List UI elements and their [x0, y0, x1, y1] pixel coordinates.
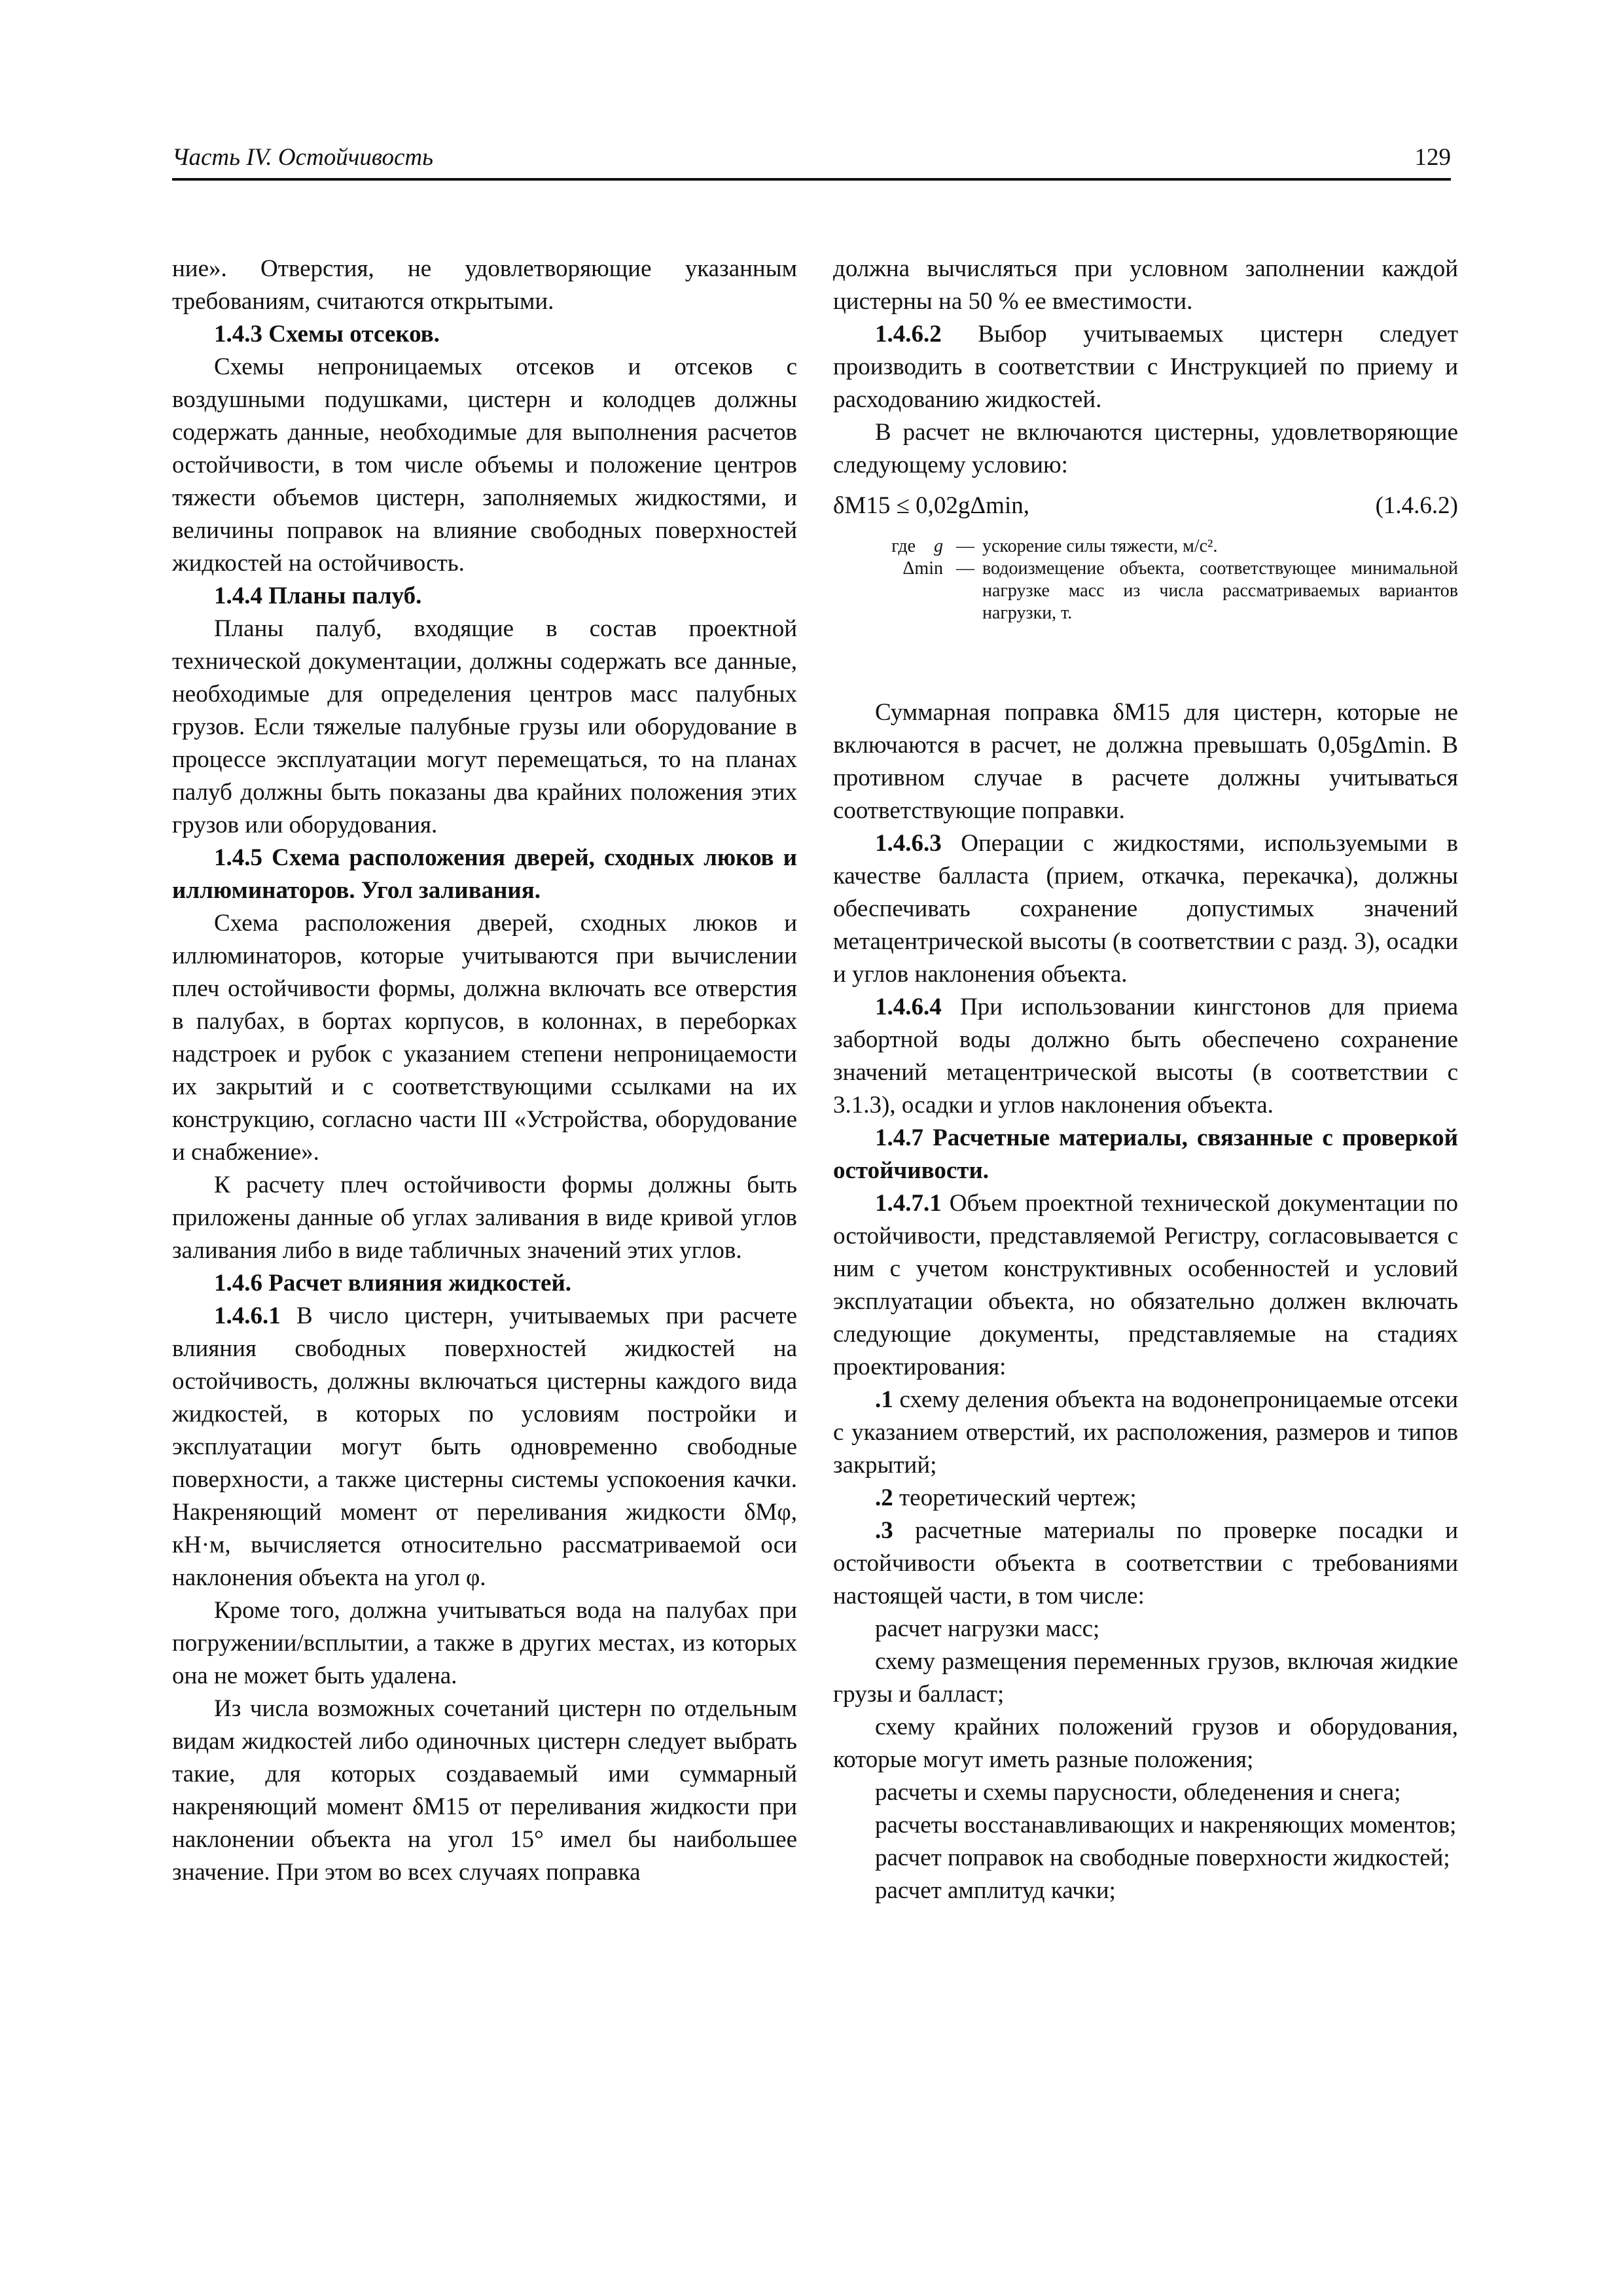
- legend-dash: —: [956, 536, 974, 556]
- paragraph: Схема расположения дверей, сходных люков и иллюминаторов, которые учитываются при вычислении плеч остойчивости формы, должна включать все отверстия в палубах, в бортах корпусов, в колоннах, в переборках надстроек и рубок с указанием степени непроницаемости их закрытий и с соответствующими ссылками на их конструкцию, согласно части III «Устройства, оборудование и снабжение».: [172, 910, 797, 1166]
- paragraph: Кроме того, должна учитываться вода на палубах при погружении/всплытии, а также в других местах, из которых она не может быть удалена.: [172, 1597, 797, 1689]
- sub-item: расчет нагрузки масс;: [875, 1615, 1100, 1642]
- list-item-3: [833, 1515, 1458, 1613]
- sub-item: расчет поправок на свободные поверхности жидкостей;: [875, 1844, 1450, 1871]
- paragraph: Планы палуб, входящие в состав проектной технической документации, должны содержать все данные, необходимые для определения центров масс палубных грузов. Если тяжелые палубные грузы или оборудование в процессе эксплуатации могут перемещаться, то на планах палуб должны быть показаны два крайних положения этих грузов или оборудования.: [172, 615, 797, 838]
- legend-text: водоизмещение объекта, соответствующее минимальной нагрузке масс из числа рассматриваемых вариантов нагрузки, т.: [982, 558, 1458, 623]
- legend-row-delta: [833, 558, 1458, 624]
- formula-legend: [833, 535, 1458, 624]
- legend-symbol: Δmin: [902, 558, 943, 579]
- paragraph: ние». Отверстия, не удовлетворяющие указанным требованиям, считаются открытыми.: [172, 255, 797, 315]
- running-header-title: Часть IV. Остойчивость: [172, 144, 433, 171]
- item-number: .1: [875, 1386, 893, 1413]
- clause-number: 1.4.6.1: [214, 1302, 281, 1329]
- item-number: .2: [875, 1484, 893, 1511]
- legend-symbol: [833, 535, 948, 558]
- paragraph: В расчет не включаются цистерны, удовлетворяющие следующему условию:: [833, 419, 1458, 478]
- legend-text: ускорение силы тяжести, м/с².: [982, 536, 1218, 556]
- section-heading-1-4-4: 1.4.4 Планы палуб.: [214, 583, 422, 609]
- section-heading-1-4-3: 1.4.3 Схемы отсеков.: [214, 321, 440, 348]
- clause-text: В число цистерн, учитываемых при расчете влияния свободных поверхностей жидкостей на остойчивость, должны включаться цистерны каждого вида жидкостей, в которых по условиям постройки и эксплуатации могут быть одновременно свободные поверхности, а также цистерны системы успокоения качки. Накреняющий момент от переливания жидкости δMφ, кН·м, вычисляется относительно рассматриваемой оси наклонения объекта на угол φ.: [172, 1302, 797, 1591]
- paragraph: Схемы непроницаемых отсеков и отсеков с воздушными подушками, цистерн и колодцев должны содержать данные, необходимые для выполнения расчетов остойчивости, в том числе объемы и положение центров тяжести объемов цистерн, заполняемых жидкостями, и величины поправок на влияние свободных поверхностей жидкостей на остойчивость.: [172, 353, 797, 577]
- running-header: [172, 140, 1451, 181]
- paragraph-1-4-6-4: [833, 991, 1458, 1122]
- clause-text: Выбор учитываемых цистерн следует производить в соответствии с Инструкцией по приему и расходованию жидкостей.: [833, 321, 1458, 413]
- sub-item: расчет амплитуд качки;: [875, 1877, 1116, 1904]
- formula-1-4-6-2: [833, 490, 1458, 526]
- left-column: [172, 253, 797, 1889]
- paragraph-1-4-6-2: [833, 318, 1458, 416]
- item-text: расчетные материалы по проверке посадки и остойчивости объекта в соответствии с требованиями настоящей части, в том числе:: [833, 1517, 1458, 1609]
- clause-number: 1.4.6.4: [875, 994, 942, 1020]
- section-heading-1-4-5: 1.4.5 Схема расположения дверей, сходных люков и иллюминаторов. Угол заливания.: [172, 844, 797, 904]
- sub-item: расчеты и схемы парусности, обледенения и снега;: [875, 1779, 1401, 1806]
- symbol-g: g: [934, 536, 943, 556]
- where-label: где: [891, 536, 916, 556]
- formula-number: (1.4.6.2): [1375, 492, 1458, 519]
- clause-text: При использовании кингстонов для приема забортной воды должно быть обеспечено сохранение значений метацентрической высоты (в соответствии с 3.1.3), осадки и углов наклонения объекта.: [833, 994, 1458, 1119]
- paragraph: К расчету плеч остойчивости формы должны быть приложены данные об углах заливания в виде кривой углов заливания либо в виде табличных значений этих углов.: [172, 1172, 797, 1264]
- list-item-2: [833, 1482, 1458, 1515]
- clause-text: Операции с жидкостями, используемыми в качестве балласта (прием, откачка, перекачка), должны обеспечивать сохранение допустимых значений метацентрической высоты (в соответствии с разд. 3), осадки и углов наклонения объекта.: [833, 830, 1458, 988]
- clause-number: 1.4.6.3: [875, 830, 942, 857]
- item-number: .3: [875, 1517, 893, 1544]
- right-column: [833, 253, 1458, 1907]
- paragraph-1-4-6-3: [833, 827, 1458, 991]
- paragraph-1-4-7-1: [833, 1187, 1458, 1384]
- item-text: теоретический чертеж;: [893, 1484, 1137, 1511]
- page-number: 129: [1414, 144, 1451, 171]
- formula-expression: δM15 ≤ 0,02gΔmin,: [833, 492, 1029, 519]
- list-item-1: [833, 1384, 1458, 1482]
- sub-item: расчеты восстанавливающих и накреняющих моментов;: [875, 1812, 1457, 1839]
- legend-row-g: [833, 535, 1458, 558]
- clause-text: Объем проектной технической документации по остойчивости, представляемой Регистру, согласовывается с ним с учетом конструктивных особенностей и условий эксплуатации объекта, но обязательно должен включать следующие документы, представляемые на стадиях проектирования:: [833, 1190, 1458, 1380]
- clause-number: 1.4.6.2: [875, 321, 942, 348]
- clause-number: 1.4.7.1: [875, 1190, 942, 1217]
- paragraph-1-4-6-1: [172, 1300, 797, 1594]
- legend-dash: —: [956, 558, 974, 579]
- section-heading-1-4-7: 1.4.7 Расчетные материалы, связанные с проверкой остойчивости.: [833, 1124, 1458, 1184]
- paragraph: Из числа возможных сочетаний цистерн по отдельным видам жидкостей либо одиночных цистерн следует выбрать такие, для которых создаваемый ими суммарный накреняющий момент δM15 от переливания жидкости при наклонении объекта на угол 15° имел бы наибольшее значение. При этом во всех случаях поправка: [172, 1695, 797, 1886]
- paragraph: должна вычисляться при условном заполнении каждой цистерны на 50 % ее вместимости.: [833, 255, 1458, 315]
- paragraph: Суммарная поправка δM15 для цистерн, которые не включаются в расчет, не должна превышать 0,05gΔmin. В противном случае в расчете должны учитываться соответствующие поправки.: [833, 699, 1458, 824]
- section-heading-1-4-6: 1.4.6 Расчет влияния жидкостей.: [214, 1270, 572, 1297]
- item-text: схему деления объекта на водонепроницаемые отсеки с указанием отверстий, их расположения, размеров и типов закрытий;: [833, 1386, 1458, 1479]
- sub-item: схему размещения переменных грузов, включая жидкие грузы и балласт;: [833, 1648, 1458, 1708]
- sub-item: схему крайних положений грузов и оборудования, которые могут иметь разные положения;: [833, 1713, 1458, 1773]
- spacer: [833, 624, 1458, 696]
